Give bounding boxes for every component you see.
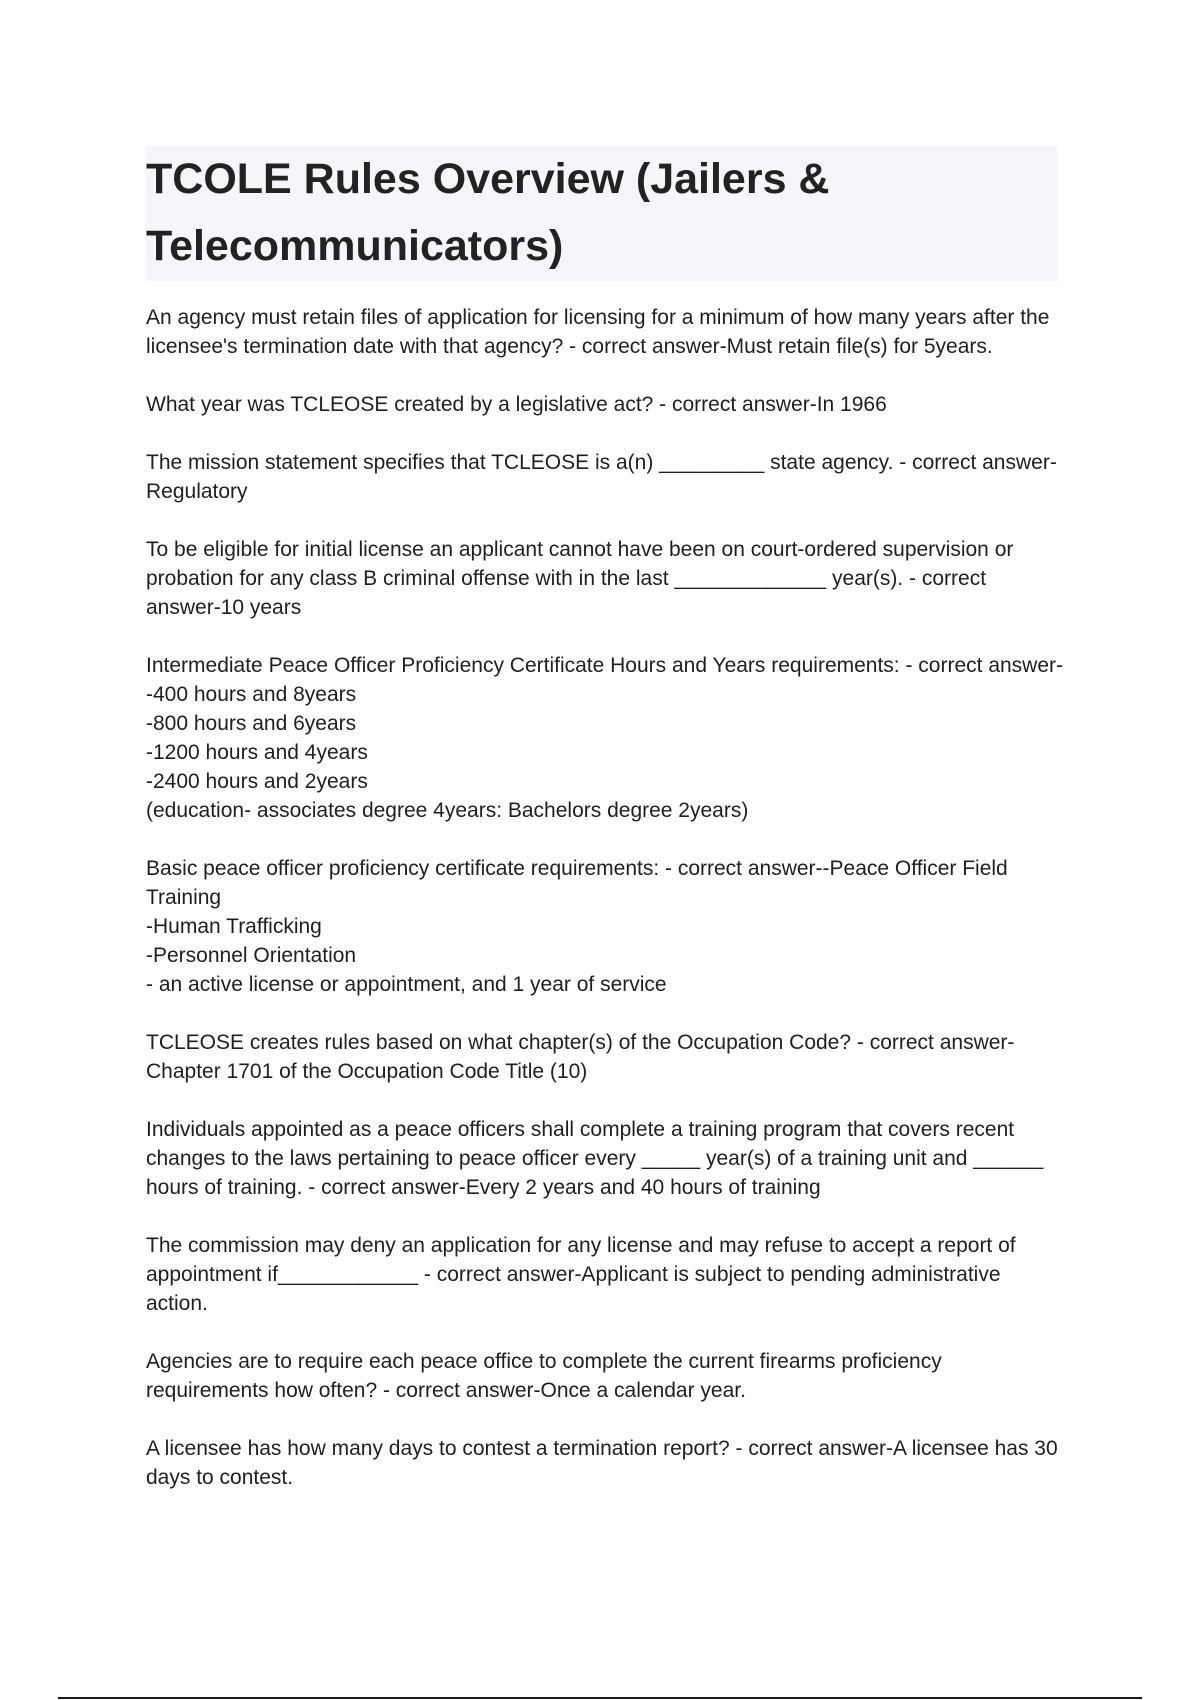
document-title: TCOLE Rules Overview (Jailers & Telecommunicators): [146, 155, 830, 270]
qa-entry: Basic peace officer proficiency certificate requirements: - correct answer--Peace Officer Field Training -Human Trafficking -Personnel Orientation - an active license or appointment, and 1 year of service: [146, 857, 1008, 996]
qa-entry: What year was TCLEOSE created by a legislative act? - correct answer-In 1966: [146, 393, 887, 416]
qa-entry: Individuals appointed as a peace officers shall complete a training program that covers recent changes to the laws pertaining to peace officer every _____ year(s) of a training unit and ______ hours of training. - correct answer-Every 2 years and 40 hours of training: [146, 1118, 1044, 1199]
qa-entry: A licensee has how many days to contest a termination report? - correct answer-A licensee has 30 days to contest.: [146, 1437, 1058, 1489]
qa-entry: The mission statement specifies that TCLEOSE is a(n) _________ state agency. - correct answer-Regulatory: [146, 451, 1057, 503]
qa-entry: The commission may deny an application for any license and may refuse to accept a report of appointment if____________ - correct answer-Applicant is subject to pending administrative action.: [146, 1234, 1016, 1315]
qa-entry: Agencies are to require each peace office to complete the current firearms proficiency requirements how often? - correct answer-Once a calendar year.: [146, 1350, 942, 1402]
footer-divider: [58, 1697, 1142, 1699]
title-banner: [146, 146, 1058, 281]
qa-entry: TCLEOSE creates rules based on what chapter(s) of the Occupation Code? - correct answer-Chapter 1701 of the Occupation Code Title (10): [146, 1031, 1015, 1083]
qa-entry: To be eligible for initial license an applicant cannot have been on court-ordered supervision or probation for any class B criminal offense with in the last _____________ year(s). - correct answer-10 years: [146, 538, 1014, 619]
qa-entry: Intermediate Peace Officer Proficiency Certificate Hours and Years requirements: - correct answer--400 hours and 8years -800 hours and 6years -1200 hours and 4years -2400 hours and 2years (education- associates degree 4years: Bachelors degree 2years): [146, 654, 1064, 822]
qa-list: [146, 303, 1066, 1521]
qa-entry: An agency must retain files of application for licensing for a minimum of how many years after the licensee's termination date with that agency? - correct answer-Must retain file(s) for 5years.: [146, 306, 1050, 358]
